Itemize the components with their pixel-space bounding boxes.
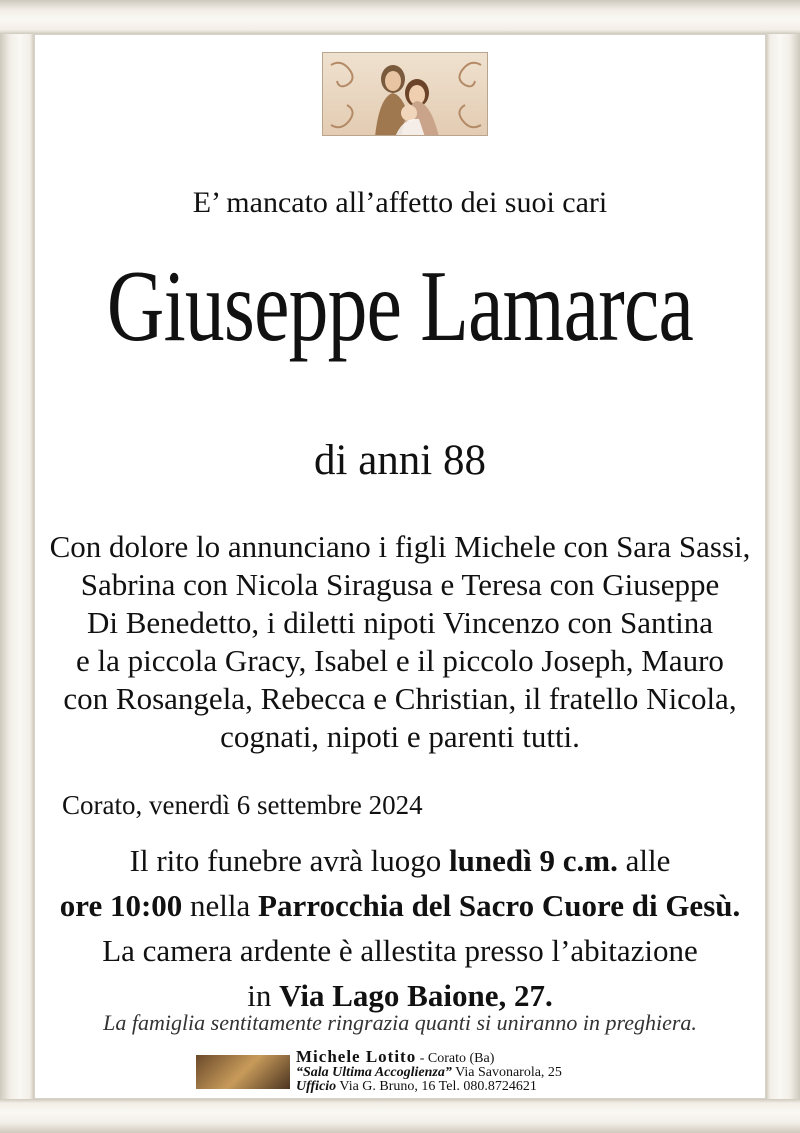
funeral-line-4: in Via Lago Baione, 27. [247, 978, 553, 1013]
announcement-line: Con dolore lo annunciano i figli Michele con Sara Sassi, [49, 529, 751, 564]
deceased-name: Giuseppe Lamarca [106, 250, 694, 363]
announcement-line: Sabrina con Nicola Siragusa e Teresa con Giuseppe [80, 567, 720, 602]
office-label: Ufficio [296, 1079, 337, 1094]
funeral-home-info: Michele Lotito - Corato (Ba) “Sala Ultima Accoglienza” Via Savonarola, 25 Ufficio Via G. Bruno, 16 Tel. 080.8724621 [296, 1047, 562, 1094]
funeral-address: Via Lago Baione, 27. [279, 978, 553, 1013]
date-line: Corato, venerdì 6 settembre 2024 [62, 790, 423, 820]
funeral-home-logo [196, 1055, 290, 1089]
funeral-line-2: ore 10:00 nella Parrocchia del Sacro Cuore di Gesù. [59, 888, 741, 923]
frame-border-top [0, 0, 800, 34]
announcement-line: Di Benedetto, i diletti nipoti Vincenzo con Santina [86, 605, 714, 640]
funeral-home-name: Michele Lotito [296, 1047, 417, 1066]
holy-family-image [322, 52, 488, 136]
funeral-line-3: La camera ardente è allestita presso l’abitazione [102, 933, 698, 968]
funeral-time: ore 10:00 [59, 888, 183, 923]
age-text: di anni 88 [314, 437, 486, 484]
frame-border-bottom [0, 1099, 800, 1133]
funeral-day: lunedì 9 c.m. [449, 843, 618, 878]
intro-text: E’ mancato all’affetto dei suoi cari [192, 186, 608, 219]
funeral-details [40, 838, 760, 1018]
announcement-line: con Rosangela, Rebecca e Christian, il fratello Nicola, [63, 681, 737, 716]
funeral-line-1: Il rito funebre avrà luogo lunedì 9 c.m. alle [129, 843, 671, 878]
funeral-church: Parrocchia del Sacro Cuore di Gesù. [258, 888, 741, 923]
announcement-paragraph [40, 528, 760, 756]
thanks-text: La famiglia sentitamente ringrazia quanti si uniranno in preghiera. [103, 1010, 697, 1035]
funeral-hall-name: “Sala Ultima Accoglienza” [296, 1065, 452, 1080]
holy-family-icon [323, 53, 488, 136]
announcement-line: e la piccola Gracy, Isabel e il piccolo Joseph, Mauro [76, 643, 724, 678]
announcement-line: cognati, nipoti e parenti tutti. [220, 719, 580, 754]
